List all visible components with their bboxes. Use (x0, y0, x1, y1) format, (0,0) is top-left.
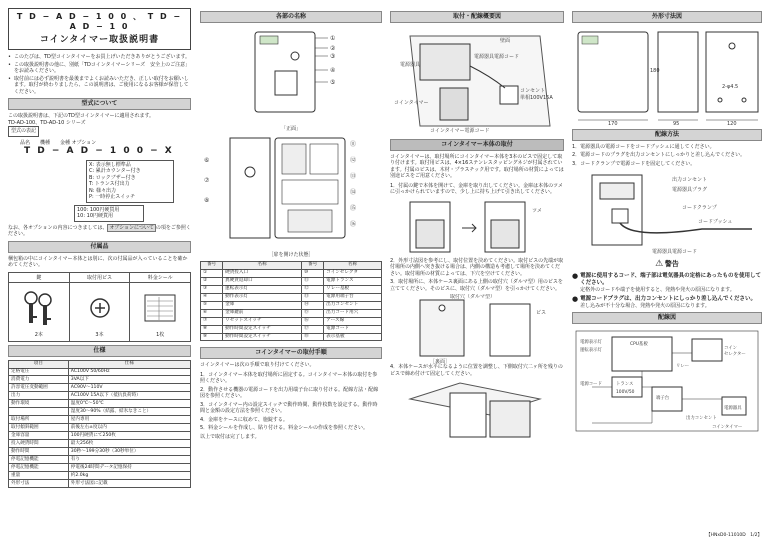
front-view-drawing (200, 26, 382, 126)
spec-row (9, 408, 191, 416)
spec-value: 停電後24時間データ記憶保持 (68, 464, 190, 472)
part-name: 出力コンセント (324, 301, 382, 309)
part-name: アース線 (324, 317, 382, 325)
part-name: コインセレクタ (324, 269, 382, 277)
spec-item (9, 408, 69, 416)
warning-2: ● 電源コードプラグは、出力コンセントにしっかり差し込んでください。 差し込みが不十分な場合、発熱や発火の原因になります。 (572, 294, 756, 309)
svg-text:電源器具電源コード: 電源器具電源コード (474, 53, 520, 60)
svg-text:⑪: ⑪ (350, 141, 357, 149)
svg-text:電源器具電源コード: 電源器具電源コード (652, 249, 698, 256)
coin-item: 10: 10円硬貨用 (77, 213, 113, 220)
spec-row (9, 392, 191, 400)
accessory-sticker: 料金シール 1枚 (130, 273, 190, 341)
column-3 (390, 8, 564, 441)
wiring-step: 2．電源コードのプラグを出力コンセントにしっかりと差し込んでください。 (572, 152, 746, 159)
spec-value: 有り (68, 456, 190, 464)
parts-row (201, 285, 382, 293)
svg-text:コードクランプ: コードクランプ (682, 205, 717, 212)
mounting-step: 2．外形寸法図を参考にし、取付位置を決めてください。取付ビスの先端が取付場所の内側へ突き抜ける場合は、内側の構造も考慮して場所を決めてください。取付場所の材質によっては、下穴を空けてください。 (390, 257, 564, 277)
part-name: 動作時間設定スイッチ (223, 325, 302, 333)
spec-row (9, 472, 191, 480)
option-item: P: 一時停止スイッチ (89, 194, 136, 201)
procedure-step: 5．料金シールを作成し、貼り付ける。料金シールの作成を参照ください。 (200, 425, 368, 432)
warning-title: ⚠ 警告 (655, 259, 679, 270)
section-dimensions-header: 外形寸法図 (572, 11, 762, 23)
procedure-desc: コインタイマーは次の手順で取り付けてください。 (200, 362, 315, 369)
section-spec-header: 仕様 (8, 345, 191, 357)
screw-icon (85, 293, 115, 323)
part-number: ⑧ (201, 325, 223, 333)
part-name: 運転表示灯 (223, 285, 302, 293)
sticker-icon (143, 293, 177, 323)
spec-value: 屋内専用 (68, 416, 190, 424)
svg-text:リレー: リレー (676, 364, 690, 369)
mounting-drawing-2 (390, 294, 564, 364)
part-number: ⑭ (302, 301, 324, 309)
accessory-keys: 鍵 2本 (9, 273, 70, 341)
spec-item: 外形寸法 (9, 480, 69, 488)
column-1 (8, 8, 191, 488)
svg-text:出力コンセント: 出力コンセント (672, 177, 708, 184)
svg-text:⑥: ⑥ (204, 157, 210, 165)
svg-text:100V/50: 100V/50 (616, 390, 635, 395)
model-desc: この取扱説明書は、下記のTD型コインタイマーに適用されます。 (8, 113, 155, 120)
model-applies: TD-AD-100、TD-AD-10 シリーズ (8, 119, 86, 126)
spec-item: 取付場所 (9, 416, 69, 424)
svg-text:運転表示灯: 運転表示灯 (580, 348, 602, 353)
accessory-screws: 取付用ビス 3本 (70, 273, 131, 341)
parts-row (201, 333, 382, 341)
part-name: 表示基板 (324, 333, 382, 341)
part-name: 動作時間設定スイッチ (223, 333, 302, 341)
section-mounting-header: コインタイマー本体の取付 (390, 139, 564, 151)
part-number: ⑯ (302, 317, 324, 325)
part-number: ② (201, 277, 223, 285)
coin-list (74, 205, 191, 222)
part-number: ③ (201, 285, 223, 293)
spec-value: AC100V 15A以下（抵抗負荷時） (68, 392, 190, 400)
svg-text:電源コード: 電源コード (580, 382, 602, 387)
part-name: 動作表示灯 (223, 293, 302, 301)
mounting-step: 1．付属の鍵で本体を開けて、金庫を取り出してください。金庫は本体のツメに引っかけられていますので、少し上に持ち上げて引き出してください。 (390, 182, 563, 196)
part-number: ⑬ (302, 293, 324, 301)
procedure-steps (200, 372, 382, 432)
spec-item: 停電記憶機能 (9, 456, 69, 464)
part-number: ⑱ (302, 333, 324, 341)
spec-value: 最大256枚 (68, 440, 190, 448)
part-number: ⑰ (302, 325, 324, 333)
procedure-step: 1．コインタイマー本体を取付場所に固定する。コインタイマー本体の取付を参照ください。 (200, 371, 378, 385)
wiring-method-drawing (572, 169, 762, 257)
part-number: ① (201, 269, 223, 277)
spec-row (9, 480, 191, 488)
column-2 (200, 8, 382, 440)
spec-item: 金庫容量 (9, 432, 69, 440)
intro-item: • この取扱説明書の他に、別紙「TDコインタイマーシリーズ 安全上のご注意」をお読みください。 (8, 62, 191, 75)
spec-item: 取付傾斜範囲 (9, 424, 69, 432)
parts-row (201, 301, 382, 309)
svg-text:セレクター: セレクター (724, 352, 746, 357)
procedure-step: 2．動作させる機器の電源コードを出力用端子台に取り付ける。配線方法・配線図を参照ください。 (200, 386, 379, 400)
part-number: ⑦ (201, 317, 223, 325)
svg-text:⑧: ⑧ (204, 197, 210, 205)
parts-row (201, 325, 382, 333)
open-view-drawing (200, 132, 382, 252)
warning-icon: ⚠ (655, 259, 664, 270)
procedure-step: 3．コインタイマー内の設定スイッチで動作時間、動作枚数を設定する。動作時間と金額の設定方法を参照ください。 (200, 401, 378, 415)
spec-row (9, 416, 191, 424)
wiring-step: 3．コードクランプで電源コードを固定してください。 (572, 160, 696, 167)
part-name: 電源用端子台 (324, 293, 382, 301)
part-number: ⑮ (302, 309, 324, 317)
mounting-steps-2 (390, 258, 564, 293)
svg-text:①: ① (330, 34, 336, 42)
intro-list (8, 54, 191, 95)
spec-value: 3VA以下 (68, 376, 190, 384)
accessories-desc: 梱包箱の中にコインタイマー本体とは別に、次の付属品が入っていることを確かめてください。 (8, 255, 188, 269)
model-title: T D − A D − 1 0 0 、 T D − A D − 1 0 (16, 12, 183, 32)
svg-text:［裏面］: ［裏面］ (430, 359, 451, 365)
spec-item: 消費電力 (9, 376, 69, 384)
spec-item: 停電記憶機能 (9, 464, 69, 472)
spec-value: 100円硬貨にて250枚 (68, 432, 190, 440)
spec-item: 動作時間 (9, 448, 69, 456)
part-name: リセットスイッチ (223, 317, 302, 325)
svg-text:コインタイマー電源コード: コインタイマー電源コード (430, 127, 490, 134)
intro-item: • このたびは、TD型コインタイマーをお買上げいただきありがとうございます。 (8, 54, 191, 61)
part-name: 硬貨投入口 (223, 269, 302, 277)
svg-text:コンセント: コンセント (520, 87, 546, 94)
svg-text:2-φ4.5: 2-φ4.5 (722, 83, 739, 90)
spec-value: 30秒〜199分30秒（30秒単位） (68, 448, 190, 456)
part-name: 出力コード用穴 (324, 309, 382, 317)
overview-drawing (390, 26, 564, 136)
section-wiring-diagram-header: 配線図 (572, 312, 762, 324)
section-wiring-method-header: 配線方法 (572, 129, 762, 141)
parts-row (201, 293, 382, 301)
spec-row (9, 384, 191, 392)
svg-text:コイン: コイン (724, 346, 738, 351)
parts-row (201, 317, 382, 325)
spec-row (9, 464, 191, 472)
option-item: T: トランス付出力 (89, 181, 130, 188)
part-name: 電源トランス (324, 277, 382, 285)
mounting-drawing-1 (390, 198, 564, 258)
spec-item: 投入硬貨時間 (9, 440, 69, 448)
part-number: ⑩ (302, 269, 324, 277)
svg-text:⑬: ⑬ (350, 173, 357, 181)
open-label: ［扉を開けた状態］ (268, 252, 314, 259)
svg-text:CPU基板: CPU基板 (630, 342, 648, 347)
spec-value: AC100V 50/60Hz (68, 368, 190, 376)
spec-item: 定格電圧 (9, 368, 69, 376)
spec-value: 前後左右±度以内 (68, 424, 190, 432)
option-item: B: ロックブザー付き (89, 174, 136, 181)
option-item: X: 表示無し標準品 (89, 161, 131, 168)
svg-text:⑮: ⑮ (350, 205, 357, 213)
svg-text:⑯: ⑯ (350, 221, 357, 229)
svg-text:②: ② (330, 44, 336, 52)
svg-text:95: 95 (673, 120, 680, 126)
parts-row (201, 277, 382, 285)
spec-value: 外形寸法図に記載 (68, 480, 190, 488)
svg-text:壁面: 壁面 (500, 37, 511, 44)
svg-text:電源表示灯: 電源表示灯 (580, 340, 602, 345)
svg-text:ツメ: ツメ (532, 207, 542, 214)
svg-text:取付穴（ダルマ型）: 取付穴（ダルマ型） (450, 294, 496, 301)
accessories-table (8, 272, 191, 342)
spec-item: 動作環境 (9, 400, 69, 408)
option-item: N: 様々出力 (89, 187, 117, 194)
spec-row (9, 368, 191, 376)
svg-text:トランス: トランス (616, 382, 634, 387)
spec-row (9, 376, 191, 384)
model-example: 型式の表記 (8, 126, 39, 137)
dimension-drawing (572, 26, 762, 126)
part-name: 異硬貨返却口 (223, 277, 302, 285)
section-overview-header: 取付・配線概要図 (390, 11, 564, 23)
spec-item: 出力 (9, 392, 69, 400)
spec-row (9, 400, 191, 408)
spec-row (9, 440, 191, 448)
mounting-step: 3．取付場所に、本体ケース裏面にある上側の取付穴（ダルマ型）用のビスを立ててください。そのビスに、取付穴（ダルマ型）を引っかけてください。 (390, 279, 563, 292)
part-name: 電源コード (324, 325, 382, 333)
svg-text:単相100V15A: 単相100V15A (520, 94, 553, 101)
parts-table: 番号 名称 番号 名称 ① 硬貨投入口 ⑩ コインセレクタ ② 異硬貨返却口 ⑪ 電源トランス ③ 運転表示灯 ⑫ リレー基板 ④ 動作表示灯 ⑬ 電源用端子台 ⑤ 金庫 ⑭ 出力コンセント ⑥ 金庫鍵前 ⑮ 出力コード用穴 ⑦ リセットスイッチ ⑯ アース線 ⑧ 動作時間設定スイッチ ⑰ 電源コード ⑨ 動作時間設定スイッチ ⑱ 表示基板 (200, 261, 382, 342)
model-code-block (8, 140, 191, 222)
spec-value: 温度0℃〜50℃ (68, 400, 190, 408)
footer-code: 【HNxD0-11010D 1/2】 (706, 533, 762, 539)
wiring-steps (572, 144, 762, 168)
parts-row (201, 269, 382, 277)
part-number: ⑫ (302, 285, 324, 293)
svg-text:コインタイマー: コインタイマー (712, 425, 743, 430)
svg-text:電源器具プラグ: 電源器具プラグ (672, 187, 708, 194)
svg-text:120: 120 (727, 120, 737, 126)
warning-1: ● 電源に使用するコード、端子部は電気器具の定格にあったものを使用してください。 定格外のコードや端子を使用すると、発熱や発火の原因になります。 (572, 271, 762, 294)
svg-text:端子台: 端子台 (656, 396, 670, 401)
intro-item: • 取付前には必ず説明書を最後までよくお読みいただき、正しい取付をお願いします。取付が終わりましたら、この説明書は、ご使用になるお客様が保管してください。 (8, 76, 191, 96)
part-number: ⑨ (201, 333, 223, 341)
svg-text:⑤: ⑤ (330, 78, 336, 86)
part-name: 金庫 (223, 301, 302, 309)
manual-title: コインタイマー取扱説明書 (39, 34, 160, 45)
spec-item: 許容電圧変動範囲 (9, 384, 69, 392)
model-cols: 品名 機種 金種 オプション (20, 139, 97, 146)
wiring-diagram (572, 327, 762, 437)
spec-table: 項目 仕様 定格電圧 AC100V 50/60Hz 消費電力 3VA以下 許容電圧変動範囲 AC90V〜110V 出力 AC100V 15A以下（抵抗負荷時） 動作環境 温度0℃〜50℃ 湿度30〜90%（結露、結氷なきこと） 取付場所 屋内専用 取付傾斜範囲 前後左右±度以内 金庫容量 100円硬貨にて250枚 投入硬貨時間 最大256枚 動作時間 30秒〜199分30秒（30秒単位） 停電記憶機能 有り 停電記憶機能 停電後24時間データ記憶保持 重量 約2.0kg 外形寸法 外形寸法図に記載 (8, 360, 191, 489)
option-item: C: 累計カウンター付き (89, 168, 141, 175)
svg-text:③: ③ (330, 52, 336, 60)
model-code: T D − A D − 1 0 0 − X (24, 146, 174, 157)
model-note: なお、各オプションの内容につきましては、 オプションについて の項をご参照ください。 (8, 224, 191, 238)
mounting-step: 4．本体ケースが水平になるように位置を調整し、下側取付穴二ヶ所を残りのビスで締め付けて固定してください。 (390, 364, 563, 377)
section-parts-header: 各部の名称 (200, 11, 382, 23)
column-4 (572, 8, 762, 437)
mounting-intro: コインタイマーは、取付場所にコインタイマー本体を3本のビスで固定して取り付けます。取付用ビスは、4×16ステンレスタッピングネジが付属されています。付属のビスは、木材・プラスチック用です。取付場所の材質によっては別途ビスをご用意ください。 (390, 153, 564, 180)
svg-text:コインタイマー: コインタイマー (394, 99, 429, 106)
svg-text:⑦: ⑦ (204, 177, 210, 185)
spec-item: 重量 (9, 472, 69, 480)
svg-text:⑭: ⑭ (350, 189, 357, 197)
parts-row (201, 309, 382, 317)
part-number: ⑥ (201, 309, 223, 317)
section-accessories-header: 付属品 (8, 241, 191, 253)
spec-value: AC90V〜110V (68, 384, 190, 392)
svg-text:④: ④ (330, 66, 336, 74)
front-label: 「正面」 (280, 125, 301, 132)
svg-text:出力コンセント: 出力コンセント (686, 416, 717, 421)
key-icon (19, 288, 59, 328)
mounting-steps (390, 183, 564, 196)
svg-text:電源器具: 電源器具 (724, 406, 742, 411)
spec-row (9, 432, 191, 440)
mounting-steps-3 (390, 364, 564, 377)
wiring-step: 1．電源器具の電源コードをコードブッシュに通してください。 (572, 143, 715, 150)
svg-text:170: 170 (608, 120, 618, 126)
section-model-header: 型式について (8, 98, 191, 110)
svg-text:ビス: ビス (536, 310, 547, 317)
svg-text:⑫: ⑫ (350, 157, 357, 165)
coin-item: 100: 100円硬貨用 (77, 206, 120, 213)
spec-row (9, 424, 191, 432)
svg-text:180: 180 (650, 67, 660, 74)
svg-text:電源器具: 電源器具 (400, 61, 421, 68)
part-name: 金庫鍵前 (223, 309, 302, 317)
part-number: ⑤ (201, 301, 223, 309)
procedure-step: 4．金庫をケースに収めて、施錠する。 (200, 416, 288, 423)
procedure-end: 以上で取付は完了します。 (200, 433, 260, 440)
option-list (86, 160, 191, 203)
part-number: ④ (201, 293, 223, 301)
part-name: リレー基板 (324, 285, 382, 293)
svg-text:コードブッシュ: コードブッシュ (698, 219, 733, 226)
mounting-drawing-3 (390, 379, 564, 441)
title-box (8, 8, 191, 50)
spec-row (9, 456, 191, 464)
spec-value: 約2.0kg (68, 472, 190, 480)
spec-row (9, 448, 191, 456)
section-procedure-header: コインタイマーの取付手順 (200, 347, 382, 359)
part-number: ⑪ (302, 277, 324, 285)
spec-value: 湿度30〜90%（結露、結氷なきこと） (68, 408, 190, 416)
